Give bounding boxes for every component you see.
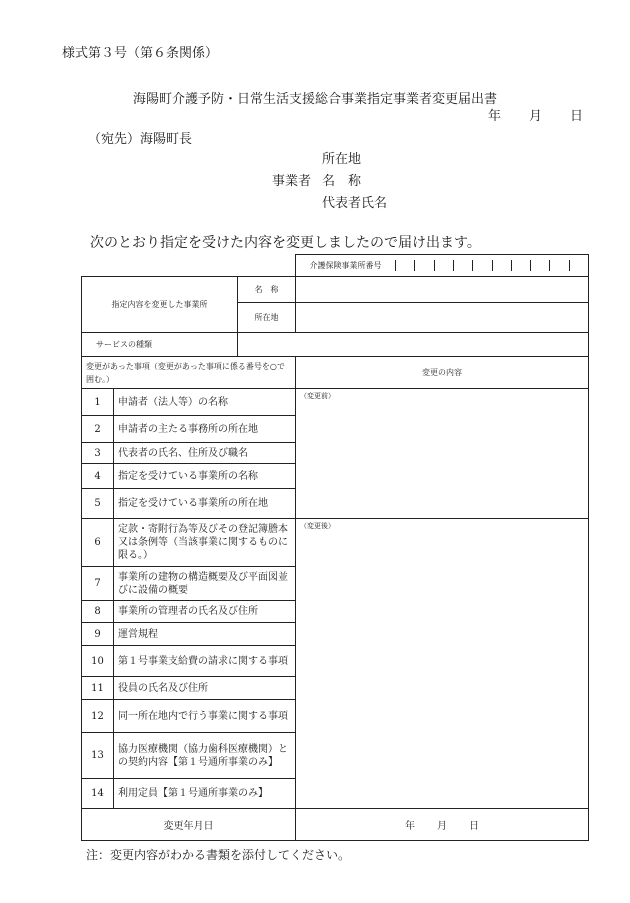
item-number[interactable]: 5 xyxy=(82,489,114,519)
change-month-label: 月 xyxy=(437,821,448,832)
submission-date xyxy=(488,105,583,124)
service-type-label: サービスの種類 xyxy=(82,333,238,357)
filer-name-label: 名 称 xyxy=(322,174,362,189)
insurer-number-label: 介護保険事業所番号 xyxy=(309,261,382,270)
item-text: 同一所在地内で行う事業に関する事項 xyxy=(114,700,296,733)
item-text: 申請者（法人等）の名称 xyxy=(114,389,296,416)
item-number[interactable]: 13 xyxy=(82,733,114,779)
item-number[interactable]: 7 xyxy=(82,567,114,601)
day-label: 日 xyxy=(570,109,584,124)
item-text: 第１号事業支給費の請求に関する事項 xyxy=(114,646,296,677)
change-before-field[interactable] xyxy=(296,389,589,519)
insurer-digit-box[interactable] xyxy=(549,260,568,271)
item-text: 協力医療機関（協力歯科医療機関）との契約内容【第１号通所事業のみ】 xyxy=(114,733,296,779)
month-label: 月 xyxy=(529,109,543,124)
change-form-table xyxy=(81,254,589,841)
item-number[interactable]: 11 xyxy=(82,677,114,700)
item-text: 事業所の管理者の氏名及び住所 xyxy=(114,601,296,623)
item-number[interactable]: 14 xyxy=(82,779,114,809)
change-content-header: 変更の内容 xyxy=(296,357,589,389)
insurer-digit-box[interactable] xyxy=(395,260,414,271)
filer-heading: 事業者 xyxy=(272,174,312,189)
addressee: （宛先）海陽町長 xyxy=(88,132,193,147)
item-text: 利用定員【第１号通所事業のみ】 xyxy=(114,779,296,809)
service-type-field[interactable] xyxy=(238,333,589,357)
change-date-field[interactable] xyxy=(296,809,589,841)
item-number[interactable]: 4 xyxy=(82,464,114,489)
insurer-digit-box[interactable] xyxy=(530,260,549,271)
filer-block xyxy=(272,149,387,215)
item-text: 指定を受けている事業所の名称 xyxy=(114,464,296,489)
change-after-label: （変更後） xyxy=(300,522,336,530)
item-number[interactable]: 9 xyxy=(82,623,114,646)
insurer-digit-box[interactable] xyxy=(511,260,530,271)
change-before-label: （変更前） xyxy=(300,392,336,400)
insurer-digit-box[interactable] xyxy=(453,260,472,271)
insurer-digit-box[interactable] xyxy=(472,260,491,271)
item-number[interactable]: 12 xyxy=(82,700,114,733)
changed-items-header: 変更があった事項（変更があった事項に係る番号を○で囲む。） xyxy=(82,357,296,389)
item-text: 指定を受けている事業所の所在地 xyxy=(114,489,296,519)
change-date-label: 変更年月日 xyxy=(82,809,296,841)
item-number[interactable]: 8 xyxy=(82,601,114,623)
office-address-field[interactable] xyxy=(296,303,589,333)
change-day-label: 日 xyxy=(469,821,480,832)
item-number[interactable]: 2 xyxy=(82,416,114,443)
filer-address-label: 所在地 xyxy=(322,152,362,167)
change-after-field[interactable] xyxy=(296,519,589,809)
item-number[interactable]: 3 xyxy=(82,443,114,464)
office-label: 指定内容を変更した事業所 xyxy=(82,277,238,333)
insurer-digit-box[interactable] xyxy=(492,260,511,271)
insurer-digit-box[interactable] xyxy=(434,260,453,271)
item-number[interactable]: 1 xyxy=(82,389,114,416)
office-name-field[interactable] xyxy=(296,277,589,303)
office-name-label: 名 称 xyxy=(238,277,296,303)
item-text: 事業所の建物の構造概要及び平面図並びに設備の概要 xyxy=(114,567,296,601)
item-text: 運営規程 xyxy=(114,623,296,646)
item-text: 定款・寄附行為等及びその登記簿謄本又は条例等（当該事業に関するものに限る。） xyxy=(114,519,296,567)
insurer-number-row xyxy=(296,260,588,271)
office-address-label: 所在地 xyxy=(238,303,296,333)
form-number: 様式第３号（第６条関係） xyxy=(62,46,219,61)
year-label: 年 xyxy=(488,109,502,124)
document-title: 海陽町介護予防・日常生活支援総合事業指定事業者変更届出書 xyxy=(132,92,497,107)
item-text: 役員の氏名及び住所 xyxy=(114,677,296,700)
filer-representative-label: 代表者氏名 xyxy=(322,196,388,211)
insurer-digit-box[interactable] xyxy=(414,260,433,271)
item-text: 代表者の氏名、住所及び職名 xyxy=(114,443,296,464)
change-year-label: 年 xyxy=(405,821,416,832)
item-number[interactable]: 6 xyxy=(82,519,114,567)
item-text: 申請者の主たる事務所の所在地 xyxy=(114,416,296,443)
intro-text: 次のとおり指定を受けた内容を変更しましたので届け出ます。 xyxy=(90,235,481,251)
insurer-digit-box[interactable] xyxy=(569,260,588,271)
item-number[interactable]: 10 xyxy=(82,646,114,677)
footnote: 注：変更内容がわかる書類を添付してください。 xyxy=(86,848,351,862)
